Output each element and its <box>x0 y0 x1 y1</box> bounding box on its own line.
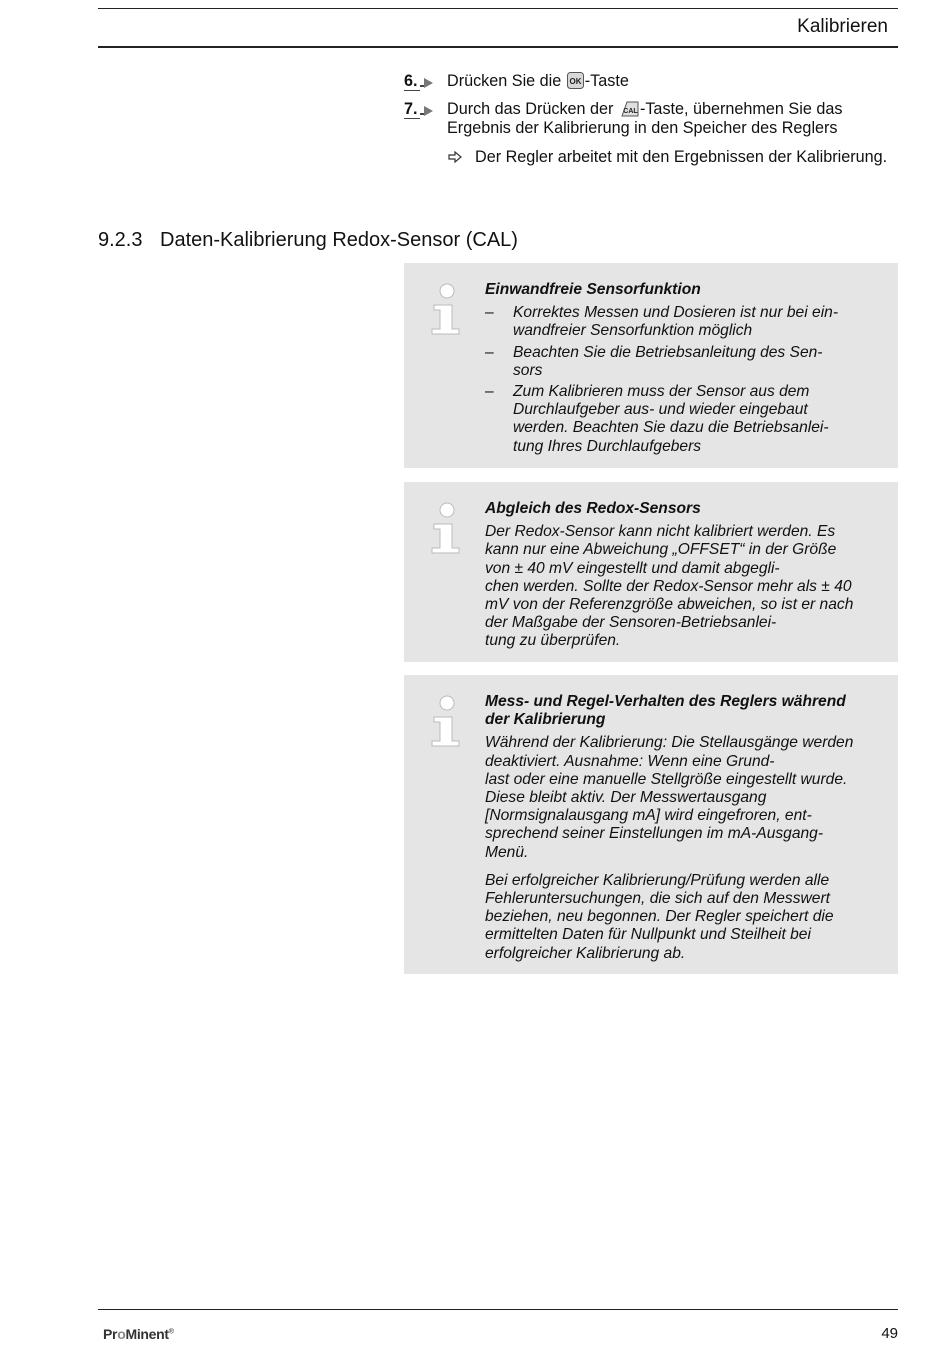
page-number: 49 <box>881 1325 898 1342</box>
svg-text:CAL: CAL <box>623 108 638 115</box>
step-7 <box>404 100 904 138</box>
info-icon <box>428 695 464 747</box>
info-icon <box>428 502 464 554</box>
step-number: 6. <box>404 72 420 91</box>
step-number: 7. <box>404 100 420 119</box>
infobox-title: Mess- und Regel-Verhalten des Reglers während der Kalibrierung <box>485 693 846 729</box>
step-text: Durch das Drücken der CAL -Taste, übernehmen Sie das Ergebnis der Kalibrierung in den Speicher des Reglers <box>447 100 843 137</box>
prominent-logo: ProMinent® <box>103 1326 174 1342</box>
ok-key-icon <box>567 72 584 89</box>
list-item: – Beachten Sie die Betriebsanleitung des Sen- sors <box>485 343 823 379</box>
infobox-paragraph: Bei erfolgreicher Kalibrierung/Prüfung werden alle Fehleruntersuchungen, die sich auf den Messwert beziehen, neu begonnen. Der Regler speichert die ermittelten Daten für Nullpunkt und Steilheit bei erfolgreicher Kalibrierung ab. <box>485 871 834 962</box>
result-arrow-icon <box>448 151 462 163</box>
list-item: – Korrektes Messen und Dosieren ist nur bei ein- wandfreier Sensorfunktion möglich <box>485 304 839 340</box>
list-item: – Zum Kalibrieren muss der Sensor aus dem Durchlaufgeber aus- und wieder eingebaut werden. Beachten Sie dazu die Betriebsanlei- tung Ihres Durchlaufgebers <box>485 383 829 455</box>
instruction-steps <box>404 72 904 167</box>
cal-key-icon <box>619 100 639 117</box>
info-icon <box>428 283 464 335</box>
step-result <box>404 148 904 167</box>
step-arrow-icon <box>424 78 433 88</box>
infobox-title: Abgleich des Redox-Sensors <box>485 500 701 517</box>
step-6 <box>404 72 904 91</box>
header-bottom-rule <box>98 46 898 48</box>
section-heading <box>98 229 518 252</box>
header-title: Kalibrieren <box>797 16 888 37</box>
infobox-paragraph: Der Redox-Sensor kann nicht kalibriert werden. Es kann nur eine Abweichung „OFFSET“ in der Größe von ± 40 mV eingestellt und damit abgegli- chen werden. Sollte der Redox-Sensor mehr als ± 40 mV von der Referenzgröße abweichen, so ist er nach der Maßgabe der Sensoren-Betriebsanlei- tung zu überprüfen. <box>485 523 854 650</box>
infobox-list <box>485 304 864 456</box>
infobox-redox-adjustment <box>404 482 898 662</box>
result-text: Der Regler arbeitet mit den Ergebnissen der Kalibrierung. <box>475 148 888 166</box>
infobox-paragraph: Während der Kalibrierung: Die Stellausgänge werden deaktiviert. Ausnahme: Wenn eine Grund- last oder eine manuelle Stellgröße eingestellt wurde. Diese bleibt aktiv. Der Messwertausgang [Normsignalausgang mA] wird eingefroren, ent- sprechend seiner Einstellungen im mA-Ausgang- Menü. <box>485 734 854 861</box>
infobox-control-behaviour <box>404 675 898 974</box>
section-number: 9.2.3 <box>98 229 143 251</box>
step-text: Drücken Sie die OK -Taste <box>447 72 629 90</box>
section-title: Daten-Kalibrierung Redox-Sensor (CAL) <box>160 229 518 251</box>
infobox-sensor-function <box>404 263 898 468</box>
footer-rule <box>98 1309 898 1310</box>
infobox-title: Einwandfreie Sensorfunktion <box>485 281 701 298</box>
step-arrow-icon <box>424 106 433 116</box>
header-top-rule <box>98 8 898 9</box>
svg-text:OK: OK <box>569 77 582 86</box>
